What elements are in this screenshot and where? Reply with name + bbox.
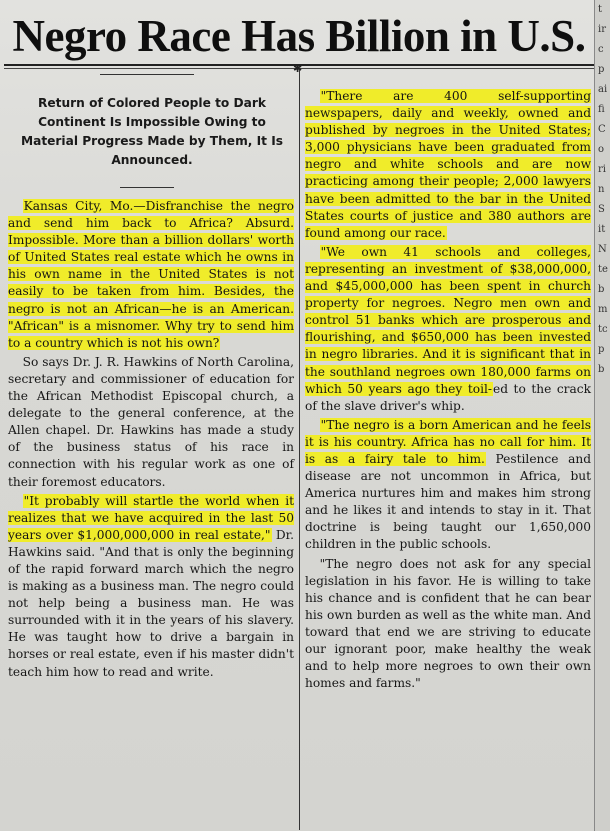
paragraph-text: Pestilence and disease are not uncommon in Africa, but America nurtures him and makes him strong and he likes it and intends to stay in it. That doctrine is being taught our 1,650,000 children in the public schools. bbox=[305, 451, 591, 552]
paragraph-4: "The negro does not ask for any special legislation in his favor. He is willing to take his chance and is confident that he can bear his own burden as well as the white man. And toward that end we are striving to educate our ignorant poor, make healthy the weak and to help more negroes to own their own homes and farms." bbox=[305, 556, 591, 691]
column-divider bbox=[299, 70, 300, 830]
paragraph-3 bbox=[305, 417, 591, 554]
edge-letter: C bbox=[598, 124, 606, 135]
edge-letter: ir bbox=[598, 24, 606, 35]
highlighted-text: Kansas City, Mo.—Disfranchise the negro and send him back to Africa? Absurd. Impossible. More than a billion dollars' worth of United States real estate which he owns in his own name in the United States is not easily to be taken from him. Besides, the negro is not an African—he is an American. "African" is a misnomer. Why try to send him to a country which is not his own? bbox=[8, 199, 294, 350]
edge-letter: n bbox=[598, 184, 605, 195]
edge-letter: b bbox=[598, 364, 605, 375]
paragraph-2 bbox=[305, 244, 591, 415]
paragraph-text: Dr. Hawkins said. "And that is only the beginning of the rapid forward march which the negro is making as a business man. The negro could not help being a business man. He was surrounded with it in the years of his slavery. He was taught how to drive a bargain in horses or real estate, even if his master didn't teach him how to read and write. bbox=[8, 527, 294, 679]
deck-rule-bottom bbox=[120, 187, 174, 188]
highlighted-text: "There are 400 self-supporting newspapers, daily and weekly, owned and published by negroes in the United States; 3,000 physicians have been graduated from negro and white schools and are now practicing among their people; 2,000 lawyers have been admitted to the bar in the United States courts of justice and 380 authors are found among our race. bbox=[305, 89, 591, 240]
paragraph-3 bbox=[8, 493, 294, 681]
ornament-star: ✱ bbox=[293, 62, 303, 75]
adjacent-column-edge bbox=[594, 0, 610, 831]
highlighted-text: "We own 41 schools and colleges, representing an investment of $38,000,000, and $45,000,000 has been spent in church property for negroes. Negro men own and control 51 banks which are prosperous and flourishing, and $650,000 has been invested in negro libraries. And it is significant that in the southland negroes own 180,000 farms on which 50 years ago they toil- bbox=[305, 244, 591, 396]
edge-letter: b bbox=[598, 284, 605, 295]
edge-letter: p bbox=[598, 344, 605, 355]
edge-letter: te bbox=[598, 264, 608, 275]
edge-letter: p bbox=[598, 64, 605, 75]
edge-letter: tc bbox=[598, 324, 608, 335]
subheadline-deck: Return of Colored People to Dark Continent Is Impossible Owing to Material Progress Made by Them, It Is Announced. bbox=[20, 96, 284, 167]
paragraph-2: So says Dr. J. R. Hawkins of North Carolina, secretary and commissioner of education for the African Methodist Episcopal church, a delegate to the general conference, at the Allen chapel. Dr. Hawkins has made a study of the business status of his race in connection with his regular work as one of their foremost educators. bbox=[8, 354, 294, 489]
left-column bbox=[8, 198, 294, 681]
edge-letter: it bbox=[598, 224, 606, 235]
edge-letter: m bbox=[598, 304, 608, 315]
edge-letter: N bbox=[598, 244, 607, 255]
deck-rule-top bbox=[100, 74, 194, 75]
edge-letter: o bbox=[598, 144, 605, 155]
edge-letter: c bbox=[598, 44, 604, 55]
edge-letter: t bbox=[598, 4, 603, 15]
highlighted-text: "It probably will startle the world when it realizes that we have acquired in the last 50 years over $1,000,000,000 in real estate," bbox=[8, 493, 294, 542]
headline: Negro Race Has Billion in U.S. bbox=[12, 11, 586, 61]
paragraph-text: ed to the crack of the slave driver's whip. bbox=[305, 381, 591, 413]
paragraph-1 bbox=[8, 198, 294, 352]
edge-letter: S bbox=[598, 204, 605, 215]
highlighted-text: "The negro is a born American and he feels it is his country. Africa has no call for him. It is as a fairy tale to him. bbox=[305, 417, 591, 466]
right-column bbox=[305, 88, 591, 692]
paragraph-1 bbox=[305, 88, 591, 242]
edge-letter: ai bbox=[598, 84, 608, 95]
edge-letter: fi bbox=[598, 104, 605, 115]
edge-letter: ri bbox=[598, 164, 606, 175]
